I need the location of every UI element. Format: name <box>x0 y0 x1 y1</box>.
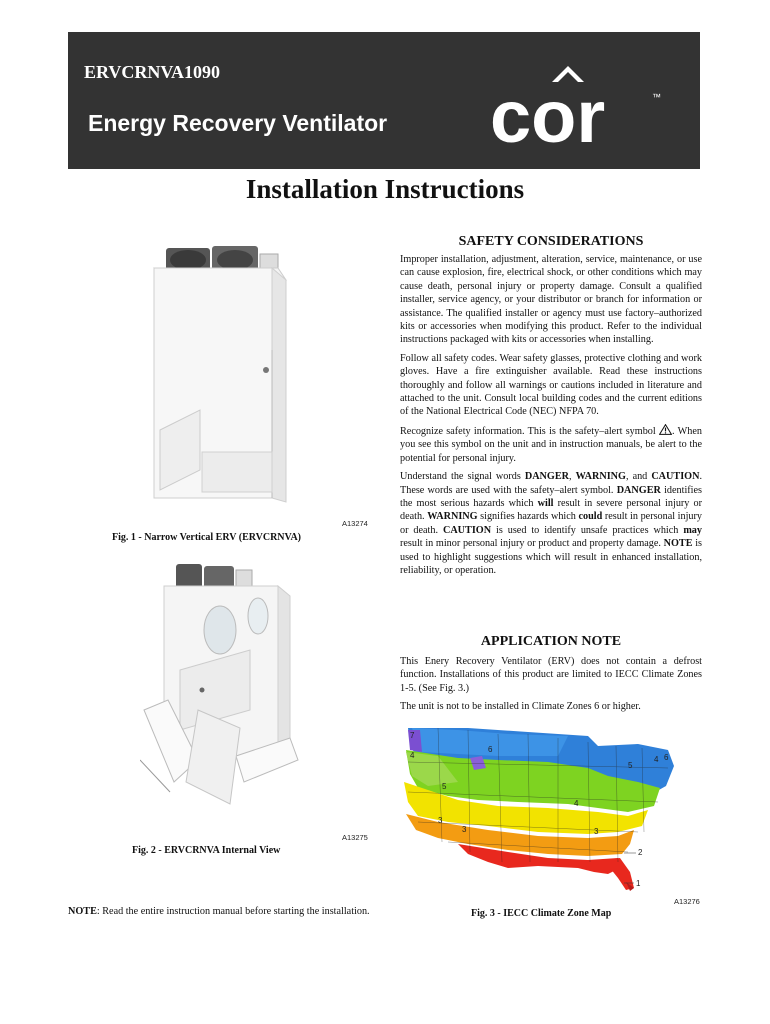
application-body <box>400 655 702 719</box>
logo-trademark: ™ <box>652 92 661 102</box>
safety-alert-icon <box>659 424 672 435</box>
page-title: Installation Instructions <box>245 174 525 204</box>
safety-alert-text-b: . When you see this symbol on the unit and in instruction manuals, be alert to the potential for personal injury. <box>400 425 702 464</box>
safety-paragraph-1: Improper installation, adjustment, alteration, service, maintenance, or use can cause explosion, fire, electrical shock, or other conditions which may cause death, personal injury or property damage. Consult a qualified installer, service agency, or your distributor or branch for information or assistance. The qualified installer or agency must use factory–authorized kits or accessories when modifying this product. Refer to the individual instructions packaged with kits or accessories when installing. <box>400 254 702 346</box>
zone-label-3a: 3 <box>438 816 443 825</box>
application-heading: APPLICATION NOTE <box>480 634 622 649</box>
fig3-code: A13276 <box>674 897 700 906</box>
logo-wordmark: cor <box>490 75 606 150</box>
safety-paragraph-4: Understand the signal words DANGER, WARNING, and CAUTION. These words are used with the safety–alert symbol. DANGER identifies the most serious hazards which will result in severe personal injury or death. WARNING signifies hazards which could result in personal injury or death. CAUTION is used to identify unsafe practices which may result in minor personal injury or product and property damage. NOTE is used to highlight suggestions which will result in enhanced installation, reliability, or operation. <box>400 471 703 576</box>
product-subtitle: Energy Recovery Ventilator <box>88 110 388 136</box>
model-number: ERVCRNVA1090 <box>84 62 221 82</box>
zone-label-6a: 6 <box>488 745 493 754</box>
fig2-caption: Fig. 2 - ERVCRNVA Internal View <box>132 845 281 856</box>
safety-heading: SAFETY CONSIDERATIONS <box>458 234 644 249</box>
safety-paragraph-2: Follow all safety codes. Wear safety glasses, protective clothing and work gloves. Have a fire extinguisher available. Read these instructions thoroughly and follow all warnings or cautions included in literature and attached to the unit. Consult local building codes and the current editions of the National Electrical Code (NEC) NFPA 70. <box>400 352 702 418</box>
fig1-code: A13274 <box>342 519 368 528</box>
fig2-code: A13275 <box>342 833 368 842</box>
safety-paragraph-3 <box>400 424 702 465</box>
application-paragraph-2: The unit is not to be installed in Climate Zones 6 or higher. <box>400 701 641 713</box>
fig3-climate-map <box>398 722 688 892</box>
safety-alert-text-a: Recognize safety information. This is the safety–alert symbol <box>400 425 656 437</box>
safety-body <box>400 253 702 582</box>
fig2-internal-image <box>140 560 300 820</box>
fig1-caption: Fig. 1 - Narrow Vertical ERV (ERVCRNVA) <box>112 532 302 543</box>
zone-label-4b: 4 <box>574 799 579 808</box>
install-note <box>68 905 370 918</box>
zone-label-3c: 3 <box>594 827 599 836</box>
zone-label-3b: 3 <box>462 825 467 834</box>
note-label: NOTE <box>68 906 97 917</box>
zone-label-4c: 4 <box>654 755 659 764</box>
zone-label-5b: 5 <box>628 761 633 770</box>
zone-label-6b: 6 <box>664 753 669 762</box>
zone-label-7: 7 <box>410 731 415 740</box>
zone-label-1: 1 <box>636 879 641 888</box>
fig3-caption: Fig. 3 - IECC Climate Zone Map <box>471 908 612 919</box>
zone-label-2: 2 <box>638 848 643 857</box>
brand-logo <box>490 60 670 150</box>
zone-label-4a: 4 <box>410 751 415 760</box>
zone-label-5a: 5 <box>442 782 447 791</box>
fig1-erv-image <box>140 240 300 505</box>
note-text: : Read the entire instruction manual before starting the installation. <box>96 906 370 917</box>
application-paragraph-1: This Enery Recovery Ventilator (ERV) does not contain a defrost function. Installations of this product are limited to IECC Climate Zones 1-5. (See Fig. 3.) <box>400 656 702 694</box>
